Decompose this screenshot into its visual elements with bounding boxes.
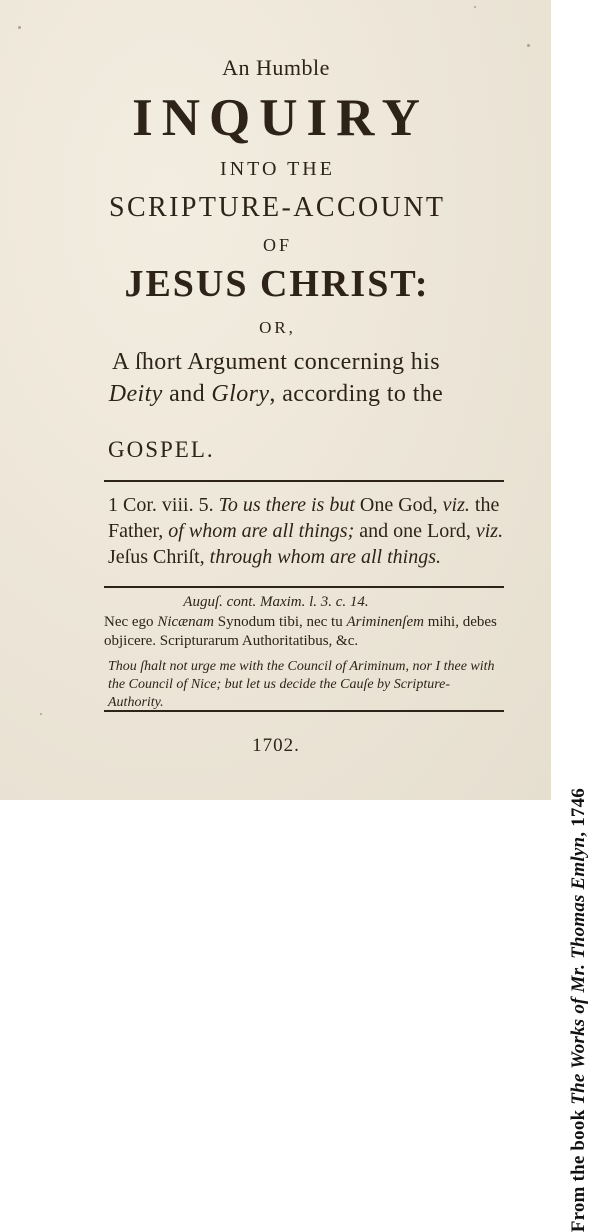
title-line-or: OR, (259, 318, 296, 337)
caption-book-title: The Works of Mr. Thomas Emlyn (568, 836, 589, 1105)
subtitle-glory: Glory (211, 381, 270, 407)
title-line-jesus-christ: JESUS CHRIST: (124, 263, 430, 305)
subtitle-deity: Deity (108, 381, 163, 407)
latin-part-1: Nec ego (104, 614, 154, 630)
scripture-roman-2: the Father, (108, 494, 500, 542)
scripture-roman-4: Jeſus Chriſt, (108, 546, 205, 568)
latin-part-2: Synodum tibi, nec tu (217, 614, 343, 630)
horizontal-rule-top (104, 480, 504, 482)
source-caption (568, 788, 590, 1232)
title-line-of: OF (262, 235, 292, 255)
scripture-reference: 1 Cor. viii. 5. (108, 494, 214, 516)
subtitle-short-argument (0, 346, 552, 410)
english-translation: Thou ſhalt not urge me with the Council of Ariminum, nor I thee with the Council of Nice; but let us decide the Cauſe by Scripture-Authority. (108, 659, 495, 710)
scripture-italic-4: viz. (475, 520, 504, 542)
latin-citation-heading: Auguſ. cont. Maxim. l. 3. c. 14. (183, 594, 369, 610)
paper-speck (18, 26, 21, 29)
title-line-an-humble: An Humble (222, 55, 330, 80)
scripture-italic-5: through whom are all things. (209, 546, 441, 568)
title-line-into-the: INTO THE (220, 158, 335, 180)
latin-part-3: mihi, (427, 614, 459, 630)
horizontal-rule-bottom (104, 710, 504, 712)
scripture-roman-1: One God, (359, 494, 438, 516)
title-line-scripture-account: SCRIPTURE-ACCOUNT (109, 192, 446, 223)
subtitle-part-1: A ſhort Argument concerning his (112, 349, 440, 375)
subtitle-and: and (169, 381, 206, 407)
paper-speck (40, 713, 42, 715)
paper-speck (527, 44, 530, 47)
subtitle-part-3: , according to the (269, 381, 444, 407)
scripture-quote (108, 492, 504, 570)
scripture-italic-3: of whom are all things; (168, 520, 355, 542)
scripture-roman-3: and one Lord, (359, 520, 471, 542)
publication-year: 1702. (252, 735, 300, 756)
sidebar-caption-panel (551, 0, 600, 1232)
subtitle-gospel: GOSPEL. (108, 437, 215, 462)
latin-citation-body (104, 613, 504, 651)
title-line-inquiry: INQUIRY (132, 89, 429, 147)
latin-line-2: debes objicere. Scripturarum Authoritatibus, &c. (104, 614, 497, 649)
latin-ariminensem: Ariminenſem (346, 614, 424, 630)
caption-suffix: , 1746 (568, 788, 589, 837)
latin-nicaenam: Nicænam (157, 614, 214, 630)
scripture-italic-2: viz. (442, 494, 470, 516)
horizontal-rule-middle (104, 586, 504, 588)
scripture-italic-1: To us there is but (218, 494, 355, 516)
caption-prefix: From the book (568, 1104, 589, 1232)
paper-speck (474, 6, 476, 8)
